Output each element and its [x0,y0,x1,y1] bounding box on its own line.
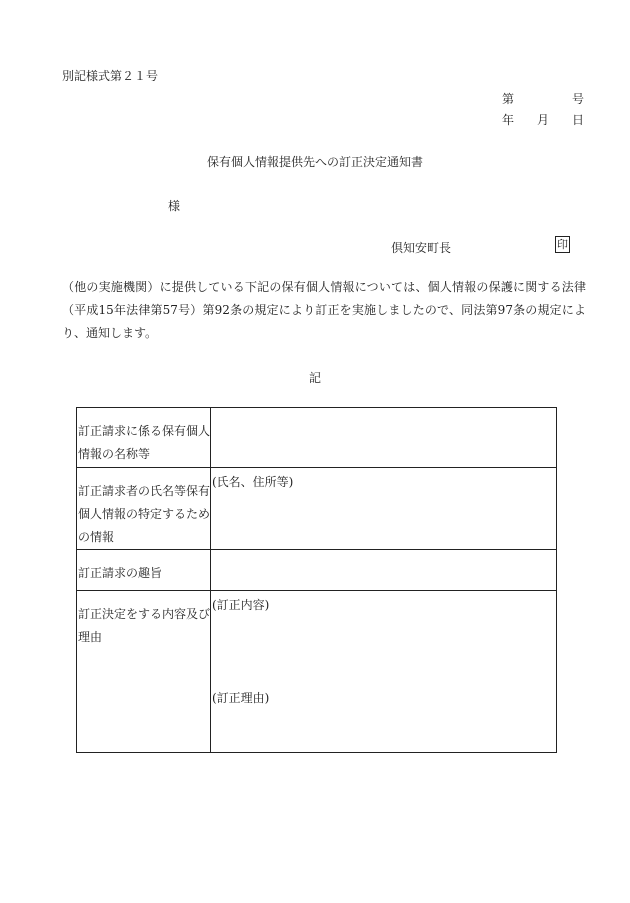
sender-name: 倶知安町長 [391,241,452,255]
ki-heading: 記 [308,371,321,385]
date-month-label: 月 [537,113,550,127]
table-row [77,468,557,550]
body-text: （他の実施機関）に提供している下記の保有個人情報については、個人情報の保護に関する法律（平成15年法律第57号）第92条の規定により訂正を実施しましたので、同法第97条の規定により、通知します。 [62,280,586,340]
document-title: 保有個人情報提供先への訂正決定通知書 [206,155,423,169]
row-value [211,408,557,468]
row-value [211,591,557,753]
correction-content-label: (訂正内容) [212,598,270,612]
date-day-label: 日 [572,113,585,127]
details-table [76,407,557,753]
table-row [77,550,557,591]
document-number-label: 第 [502,92,515,106]
recipient-honorific: 様 [168,199,181,213]
row-label: 訂正請求の趣旨 [77,550,211,591]
row-label: 訂正決定をする内容及び理由 [77,591,211,753]
row-label: 訂正請求に係る保有個人情報の名称等 [77,408,211,468]
table-row [77,591,557,753]
date-year-label: 年 [502,113,515,127]
correction-reason-label: (訂正理由) [212,691,270,705]
row-value: (氏名、住所等) [211,468,557,550]
body-paragraph [62,276,586,345]
document-number-suffix: 号 [572,92,585,106]
seal-mark: 印 [557,238,568,251]
row-label: 訂正請求者の氏名等保有個人情報の特定するための情報 [77,468,211,550]
form-number: 別記様式第２１号 [62,69,159,83]
table-row [77,408,557,468]
row-value [211,550,557,591]
